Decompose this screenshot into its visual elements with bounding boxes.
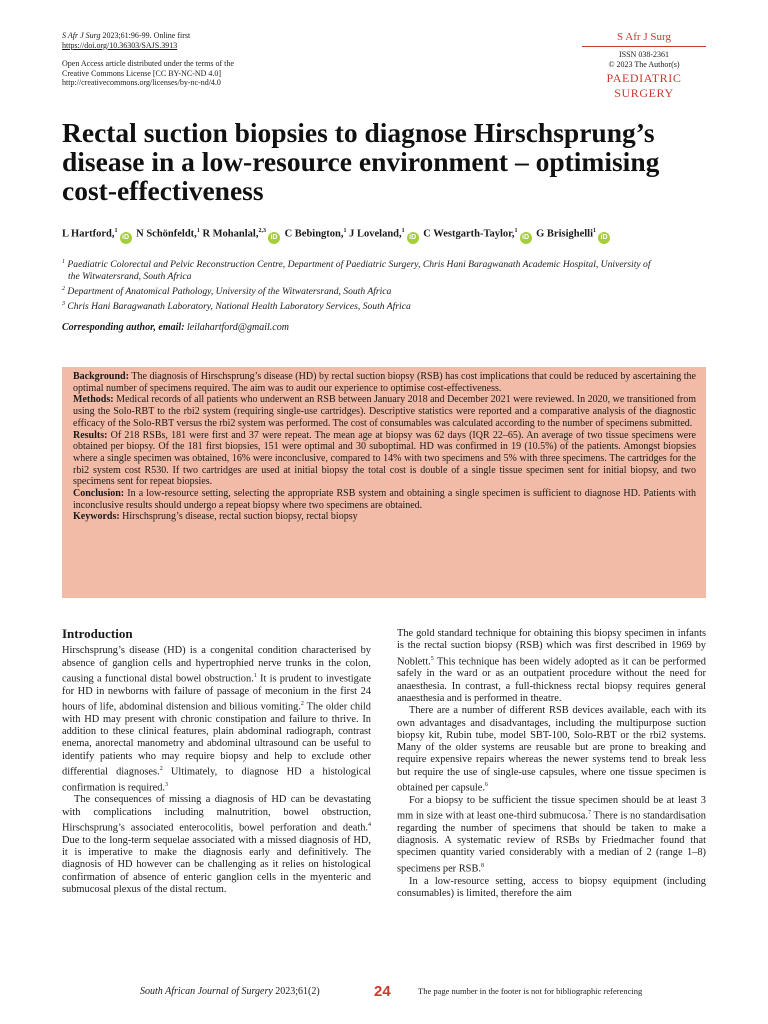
paragraph-text: It is prudent to investigate for HD in newborns with failure of passage of meconium in the first 24 hours of life, abdominal distension and bilious vomiting. (62, 673, 371, 713)
affiliation-text: Department of Anatomical Pathology, University of the Witwatersrand, South Africa (67, 286, 392, 298)
paragraph-text: In a low-resource setting, access to biopsy equipment (including consumables) is limited, therefore the aim (397, 875, 706, 899)
author-name: N Schönfeldt, (136, 228, 197, 240)
abstract-section-text: Medical records of all patients who underwent an RSB between January 2018 and December 2021 were reviewed. In 2020, we transitioned from using the Solo-RBT to the rbi2 system (requiring single-use cartridges). Descriptive statistics were reported and a comparative analysis of the diagnostic efficacy of the Solo-RBT versus the rbi2 system was performed. The cost of consumables was calculated according to the number of specimens submitted. (73, 394, 697, 429)
abstract-section (73, 371, 696, 394)
citation-reference[interactable]: 2 (300, 700, 304, 707)
citation-reference[interactable]: 3 (165, 781, 169, 788)
paragraph-text: For a biopsy to be sufficient the tissue specimen should be at least 3 mm in size with at least one-third submucosa. (397, 794, 706, 822)
abstract-section-label: Keywords: (73, 511, 120, 523)
author-name: J Loveland, (349, 228, 402, 240)
page-number: 24 (374, 983, 391, 1000)
section-label: PAEDIATRIC SURGERY (606, 71, 682, 101)
issn: ISSN 038-2361 (618, 50, 669, 59)
author-affiliation-number: 1 (593, 228, 597, 234)
paragraph-text: There is no standardisation regarding the number of specimens that should be taken to make a diagnosis. A systematic review of RSBs by Friedmacher found that specimen quantity varied considerably with a median of 2 (range 1–8) specimens per RSB. (397, 810, 706, 875)
orcid-icon[interactable]: iD (520, 232, 532, 244)
abstract-box (62, 367, 706, 598)
body-paragraph (397, 795, 706, 876)
affiliation-number: 2 (62, 286, 65, 293)
body-paragraph (62, 645, 371, 794)
citation-reference[interactable]: 5 (430, 655, 434, 662)
affiliation-item (62, 283, 662, 298)
orcid-icon[interactable]: iD (407, 232, 419, 244)
affiliation-item (62, 256, 662, 283)
author-affiliation-number: 1 (514, 228, 518, 234)
abstract-section (73, 430, 696, 489)
orcid-icon[interactable]: iD (598, 232, 610, 244)
license-line-2: Creative Commons License [CC BY-NC-ND 4.0] (62, 68, 222, 78)
abstract-section-text: The diagnosis of Hirschsprung’s disease (HD) by rectal suction biopsy (RSB) has cost implications that could be reduced by ascertaining the optimal number of specimens required. The aim was to audit our experience to optimise cost-effectiveness. (73, 371, 696, 394)
paragraph-text: Due to the long-term sequelae associated with a missed diagnosis of HD, it is imperative to make the diagnosis early and definitively. The diagnosis of HD however can be challenging as it relies on histological confirmation of absence of enteric ganglion cells in the myenteric and submucosal plexus of the distal rectum. (62, 834, 371, 895)
affiliation-text: Chris Hani Baragwanath Laboratory, National Health Laboratory Services, South Africa (67, 301, 411, 313)
author-affiliation-number: 1 (401, 228, 405, 234)
affiliations (62, 256, 662, 314)
citation-line (62, 31, 234, 41)
paragraph-text: Hirschsprung’s disease (HD) is a congenital condition characterised by absence of ganglion cells and hypertrophied nerve trunks in the colon, causing a functional distal bowel obstruction. (62, 645, 371, 685)
author-affiliation-number: 2,3 (258, 228, 266, 234)
abstract-section-text: In a low-resource setting, selecting the appropriate RSB system and obtaining a single specimen is sufficient to diagnose HD. Patients with inconclusive results should undergo a repeat biopsy where two specimens are obtained. (73, 488, 696, 511)
doi-link[interactable]: https://doi.org/10.36303/SAJS.3913 (62, 40, 178, 50)
body-paragraph (397, 705, 706, 795)
body-paragraph (62, 794, 371, 896)
citation-journal: S Afr J Surg (62, 31, 101, 40)
abstract-section-text: Of 218 RSBs, 181 were first and 37 were repeat. The mean age at biopsy was 62 days (IQR 22–65). An average of two tissue specimens were obtained per biopsy. Of the 181 first biopsies, 151 were optimal and 30 suboptimal. HD was confirmed in 19 (10.5%) of the patients. Amongst biopsies where a single specimen was obtained, 16% were inconclusive, compared to 14% with two specimens and 5% with three specimens. The cartridges for the rbi2 system cost R530. If two cartridges are used at initial biopsy the total cost is double of a single tissue specimen sent for initial biopsy, and two specimens sent for repeat biopsies. (73, 429, 697, 488)
article-title: Rectal suction biopsies to diagnose Hirschsprung’s disease in a low-resource environment – optimising cost-effectiveness (62, 117, 660, 206)
license-link[interactable]: http://creativecommons.org/licenses/by-nc-nd/4.0 (62, 78, 221, 88)
footer-volume: 2023;61(2) (272, 986, 320, 997)
copyright: © 2023 The Author(s) (608, 59, 680, 69)
author-name: C Westgarth-Taylor, (423, 228, 515, 240)
author-name: R Mohanlal, (202, 228, 259, 240)
citation-reference[interactable]: 8 (480, 862, 484, 869)
right-column (397, 628, 706, 900)
header-rule (582, 46, 706, 47)
paragraph-text: There are a number of different RSB devices available, each with its own advantages and disadvantages, including the multipurpose suction biopsy kit, Rubin tube, model SBT-100, Solo-RBT or the rbi2 systems. Many of the older systems are reusable but are prone to breaking and require expensive repairs whereas the newer systems tend to break less but require the use of single-use capsules, where one tissue specimen is obtained per capsule. (397, 705, 706, 794)
orcid-icon[interactable]: iD (268, 232, 280, 244)
citation-reference[interactable]: 4 (368, 822, 371, 829)
affiliation-item (62, 298, 662, 313)
abstract-section-label: Conclusion: (73, 488, 125, 500)
left-column (62, 628, 371, 896)
affiliation-number: 1 (62, 259, 65, 265)
paragraph-text: The consequences of missing a diagnosis of HD can be devastating with complications including malnutrition, bowel obstruction, Hirschsprung’s associated enterocolitis, bowel perforation and death. (62, 794, 371, 834)
footer-journal (140, 986, 320, 997)
abstract-section-label: Background: (73, 371, 129, 382)
paragraph-text: The gold standard technique for obtaining this biopsy specimen in infants is the rectal suction biopsy (RSB) which was first described in 1969 by Noblett. (397, 628, 706, 668)
license-line-1: Open Access article distributed under the terms of the (62, 59, 234, 69)
abstract-section-label: Results: (73, 429, 108, 441)
abstract-section-label: Methods: (73, 394, 114, 406)
body-paragraph (397, 876, 706, 901)
affiliation-text: Paediatric Colorectal and Pelvic Reconstruction Centre, Department of Paediatric Surgery, Chris Hani Baragwanath Academic Hospital, University of the Witwatersrand, South Africa (67, 259, 651, 283)
journal-name: S Afr J Surg (617, 31, 671, 43)
corresponding-author (62, 322, 289, 333)
left-column-body (62, 645, 371, 896)
author-name: G Brisighelli (536, 228, 594, 240)
footer-journal-name: South African Journal of Surgery (140, 986, 273, 997)
citation-reference[interactable]: 6 (485, 782, 488, 789)
author-affiliation-number: 1 (343, 228, 347, 234)
author-name: C Bebington, (284, 228, 344, 240)
author-affiliation-number: 1 (114, 228, 118, 234)
orcid-icon[interactable]: iD (120, 232, 132, 244)
footer-note: The page number in the footer is not for bibliographic referencing (418, 986, 643, 996)
journal-header (582, 31, 706, 101)
citation-reference[interactable]: 1 (253, 672, 257, 679)
paragraph-text: Ultimately, to diagnose HD a histological confirmation is required. (62, 766, 371, 794)
section-heading-introduction: Introduction (62, 626, 133, 641)
citation-block (62, 31, 234, 88)
citation-reference[interactable]: 2 (159, 765, 163, 772)
abstract-section (73, 394, 696, 429)
abstract-section (73, 511, 696, 523)
abstract-section-text: Hirschsprung’s disease, rectal suction biopsy, rectal biopsy (122, 511, 358, 523)
paragraph-text: This technique has been widely adopted as it can be performed safely in the ward or as an outpatient procedure without the need for anaesthesia. In contrast, a full-thickness rectal biopsy requires general anaesthesia and is performed in theatre. (397, 656, 706, 704)
paragraph-text: The older child with HD may present with chronic constipation and failure to thrive. In addition to these clinical features, plain abdominal radiograph, contrast enema, anorectal manometry and abdominal ultrasound can be useful to identify patients who may require biopsy and help to exclude other differential diagnoses. (62, 701, 371, 778)
author-name: L Hartford, (62, 228, 115, 240)
author-list (62, 228, 702, 244)
body-paragraph (397, 628, 706, 705)
citation-volume: 2023;61:96-99. Online first (100, 31, 191, 40)
affiliation-number: 3 (62, 301, 65, 308)
abstract-section (73, 488, 696, 511)
citation-reference[interactable]: 7 (588, 810, 592, 817)
corresponding-label: Corresponding author, email: (62, 322, 185, 333)
corresponding-email[interactable]: leilahartford@gmail.com (187, 322, 289, 333)
author-affiliation-number: 1 (196, 228, 200, 234)
